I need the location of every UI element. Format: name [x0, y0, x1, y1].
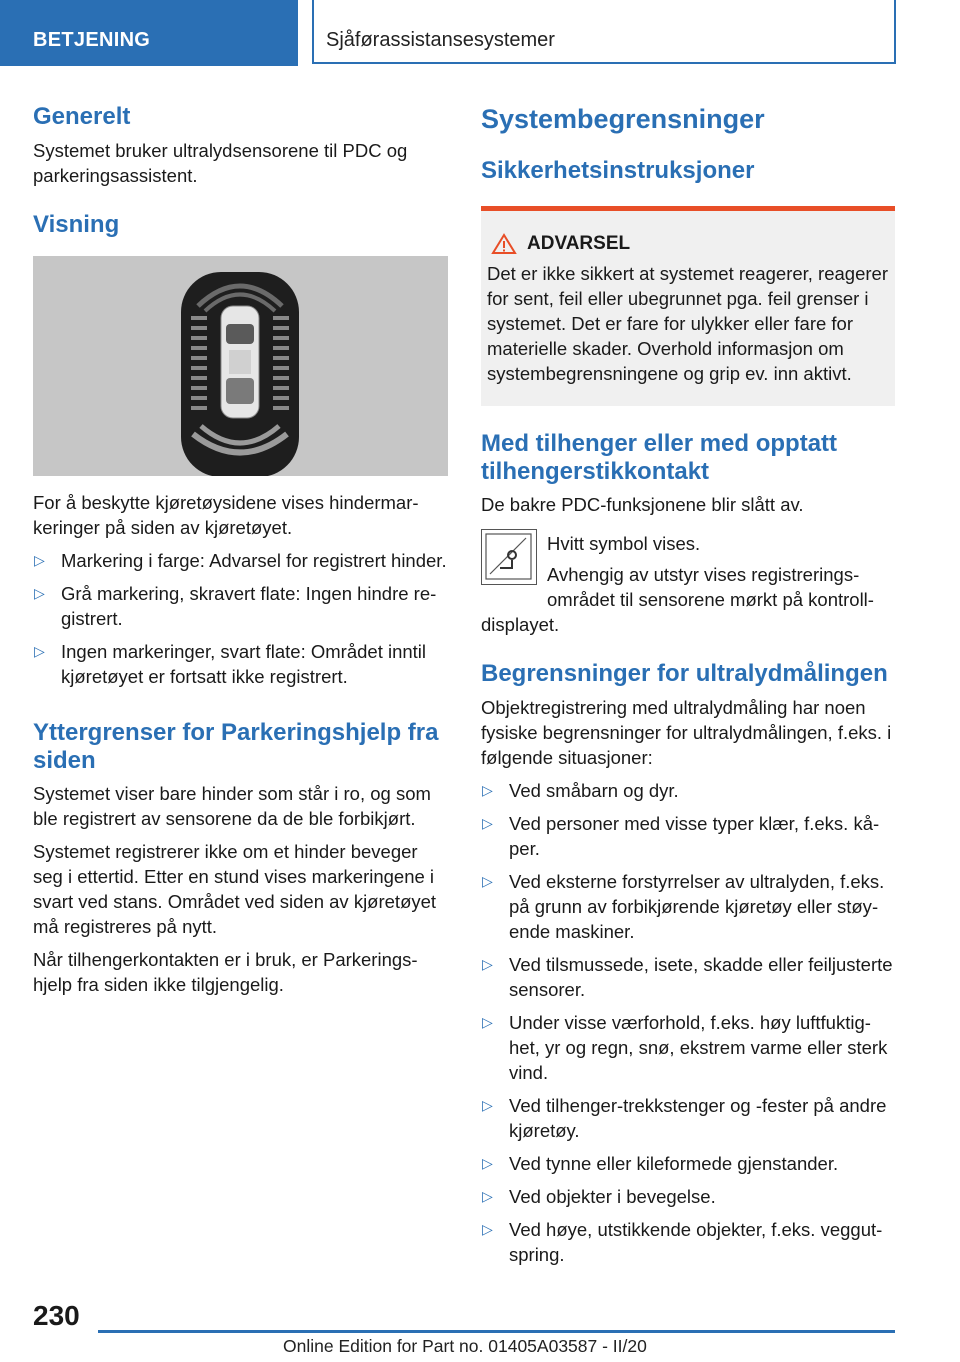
list-item-text: Ved eksterne forstyrrelser av ultralyden, f.eks. på grunn av forbikjørende kjøretøy eller støyende maskiner.	[509, 871, 885, 942]
text-ytter-2: Systemet registrerer ikke om et hinder beveger seg i ettertid. Etter en stund vises markeringene i svart ved stans. Området ved siden av kjøretøyet må registreres på nytt.	[33, 841, 437, 937]
triangle-right-icon: ▷	[482, 873, 493, 889]
triangle-right-icon: ▷	[482, 1014, 493, 1030]
list-item	[33, 639, 448, 689]
text-ytter-3: Når tilhengerkontakten er i bruk, er Parkeringshjelp fra siden ikke tilgjengelig.	[33, 949, 418, 995]
warning-title-text: ADVARSEL	[527, 233, 631, 254]
heading-yttergrenser: Yttergrenser for Parkeringshjelp fra siden	[33, 719, 439, 774]
list-item	[33, 548, 448, 573]
text-generelt: Systemet bruker ultralydsensorene til PDC og parkeringsassistent.	[33, 140, 408, 186]
heading-begrensninger: Begrensninger for ultralydmålingen	[481, 660, 888, 687]
trailer-hitch-icon	[481, 529, 537, 585]
list-item	[481, 778, 895, 803]
triangle-right-icon: ▷	[482, 1155, 493, 1171]
list-item	[33, 581, 448, 631]
warning-title	[487, 233, 889, 255]
text-tilhenger: De bakre PDC-funksjonene blir slått av.	[481, 494, 804, 515]
list-item-text: Ved høye, utstikkende objekter, f.eks. veggutspring.	[509, 1219, 883, 1265]
triangle-right-icon: ▷	[482, 1221, 493, 1237]
left-column	[33, 100, 448, 997]
list-item-text: Markering i farge: Advarsel for registrert hinder.	[61, 550, 447, 571]
list-item	[481, 869, 895, 944]
text-visning: For å beskytte kjøretøysidene vises hindermarkeringer på siden av kjøretøyet.	[33, 492, 419, 538]
triangle-right-icon: ▷	[482, 1097, 493, 1113]
parking-view-illustration	[33, 256, 448, 476]
list-item-text: Grå markering, skravert flate: Ingen hindre registrert.	[61, 583, 437, 629]
heading-systembegrensninger: Systembegrensninger	[481, 104, 765, 134]
list-item-text: Under visse værforhold, f.eks. høy luftfuktighet, yr og regn, snø, ekstrem varme eller sterk vind.	[509, 1012, 888, 1083]
list-item	[481, 811, 895, 861]
triangle-right-icon: ▷	[482, 956, 493, 972]
page-header	[0, 0, 960, 66]
heading-generelt: Generelt	[33, 103, 131, 130]
warning-box	[481, 206, 895, 406]
right-column	[481, 100, 895, 1267]
symbol-text-2: Avhengig av utstyr vises registreringsområdet til sensorene mørkt på kontrolldisplayet.	[481, 564, 874, 635]
triangle-right-icon: ▷	[34, 552, 45, 568]
list-item-text: Ved småbarn og dyr.	[509, 780, 679, 801]
heading-tilhenger: Med tilhenger eller med opptatt tilhengerstikkontakt	[481, 430, 838, 485]
begrensninger-list	[481, 778, 895, 1267]
page-number: 230	[33, 1300, 80, 1331]
list-item-text: Ved tilhenger-trekkstenger og -fester på andre kjøretøy.	[509, 1095, 887, 1141]
triangle-right-icon: ▷	[482, 1188, 493, 1204]
list-item	[481, 1184, 895, 1209]
heading-sikkerhetsinstruksjoner: Sikkerhetsinstruksjoner	[481, 157, 755, 184]
list-item-text: Ingen markeringer, svart flate: Området inntil kjøretøyet er fortsatt ikke registrert.	[61, 641, 427, 687]
section-title: BETJENING	[0, 0, 298, 66]
list-item	[481, 1093, 895, 1143]
heading-visning: Visning	[33, 211, 120, 238]
list-item	[481, 1151, 895, 1176]
warning-triangle-icon	[491, 233, 517, 255]
trailer-symbol-block	[481, 527, 895, 637]
triangle-right-icon: ▷	[482, 782, 493, 798]
list-item-text: Ved objekter i bevegelse.	[509, 1186, 716, 1207]
text-begrensninger: Objektregistrering med ultralydmåling har noen fysiske begrensninger for ultralydmålingen, f.eks. i følgende situasjoner:	[481, 697, 892, 768]
triangle-right-icon: ▷	[34, 643, 45, 659]
list-item	[481, 1010, 895, 1085]
visning-list	[33, 548, 448, 689]
footer-divider	[98, 1330, 895, 1333]
triangle-right-icon: ▷	[34, 585, 45, 601]
list-item	[481, 952, 895, 1002]
list-item-text: Ved tilsmussede, isete, skadde eller feiljusterte sensorer.	[509, 954, 893, 1000]
warning-text: Det er ikke sikkert at systemet reagerer, reagerer for sent, feil eller ubegrunnet pga. feil grenser i systemet. Det er fare for ulykker eller fare for materielle skader. Overhold informasjon om systembegrensningene og grip ev. inn aktivt.	[487, 263, 888, 384]
chapter-title: Sjåførassistansesystemer	[312, 0, 896, 64]
list-item-text: Ved personer med visse typer klær, f.eks. kåper.	[509, 813, 880, 859]
online-edition-note: Online Edition for Part no. 01405A03587 - II/20	[283, 1336, 647, 1356]
list-item	[481, 1217, 895, 1267]
symbol-text-1: Hvitt symbol vises.	[547, 533, 701, 554]
triangle-right-icon: ▷	[482, 815, 493, 831]
text-ytter-1: Systemet viser bare hinder som står i ro, og som ble registrert av sensorene da de ble forbikjørt.	[33, 783, 431, 829]
list-item-text: Ved tynne eller kileformede gjenstander.	[509, 1153, 839, 1174]
